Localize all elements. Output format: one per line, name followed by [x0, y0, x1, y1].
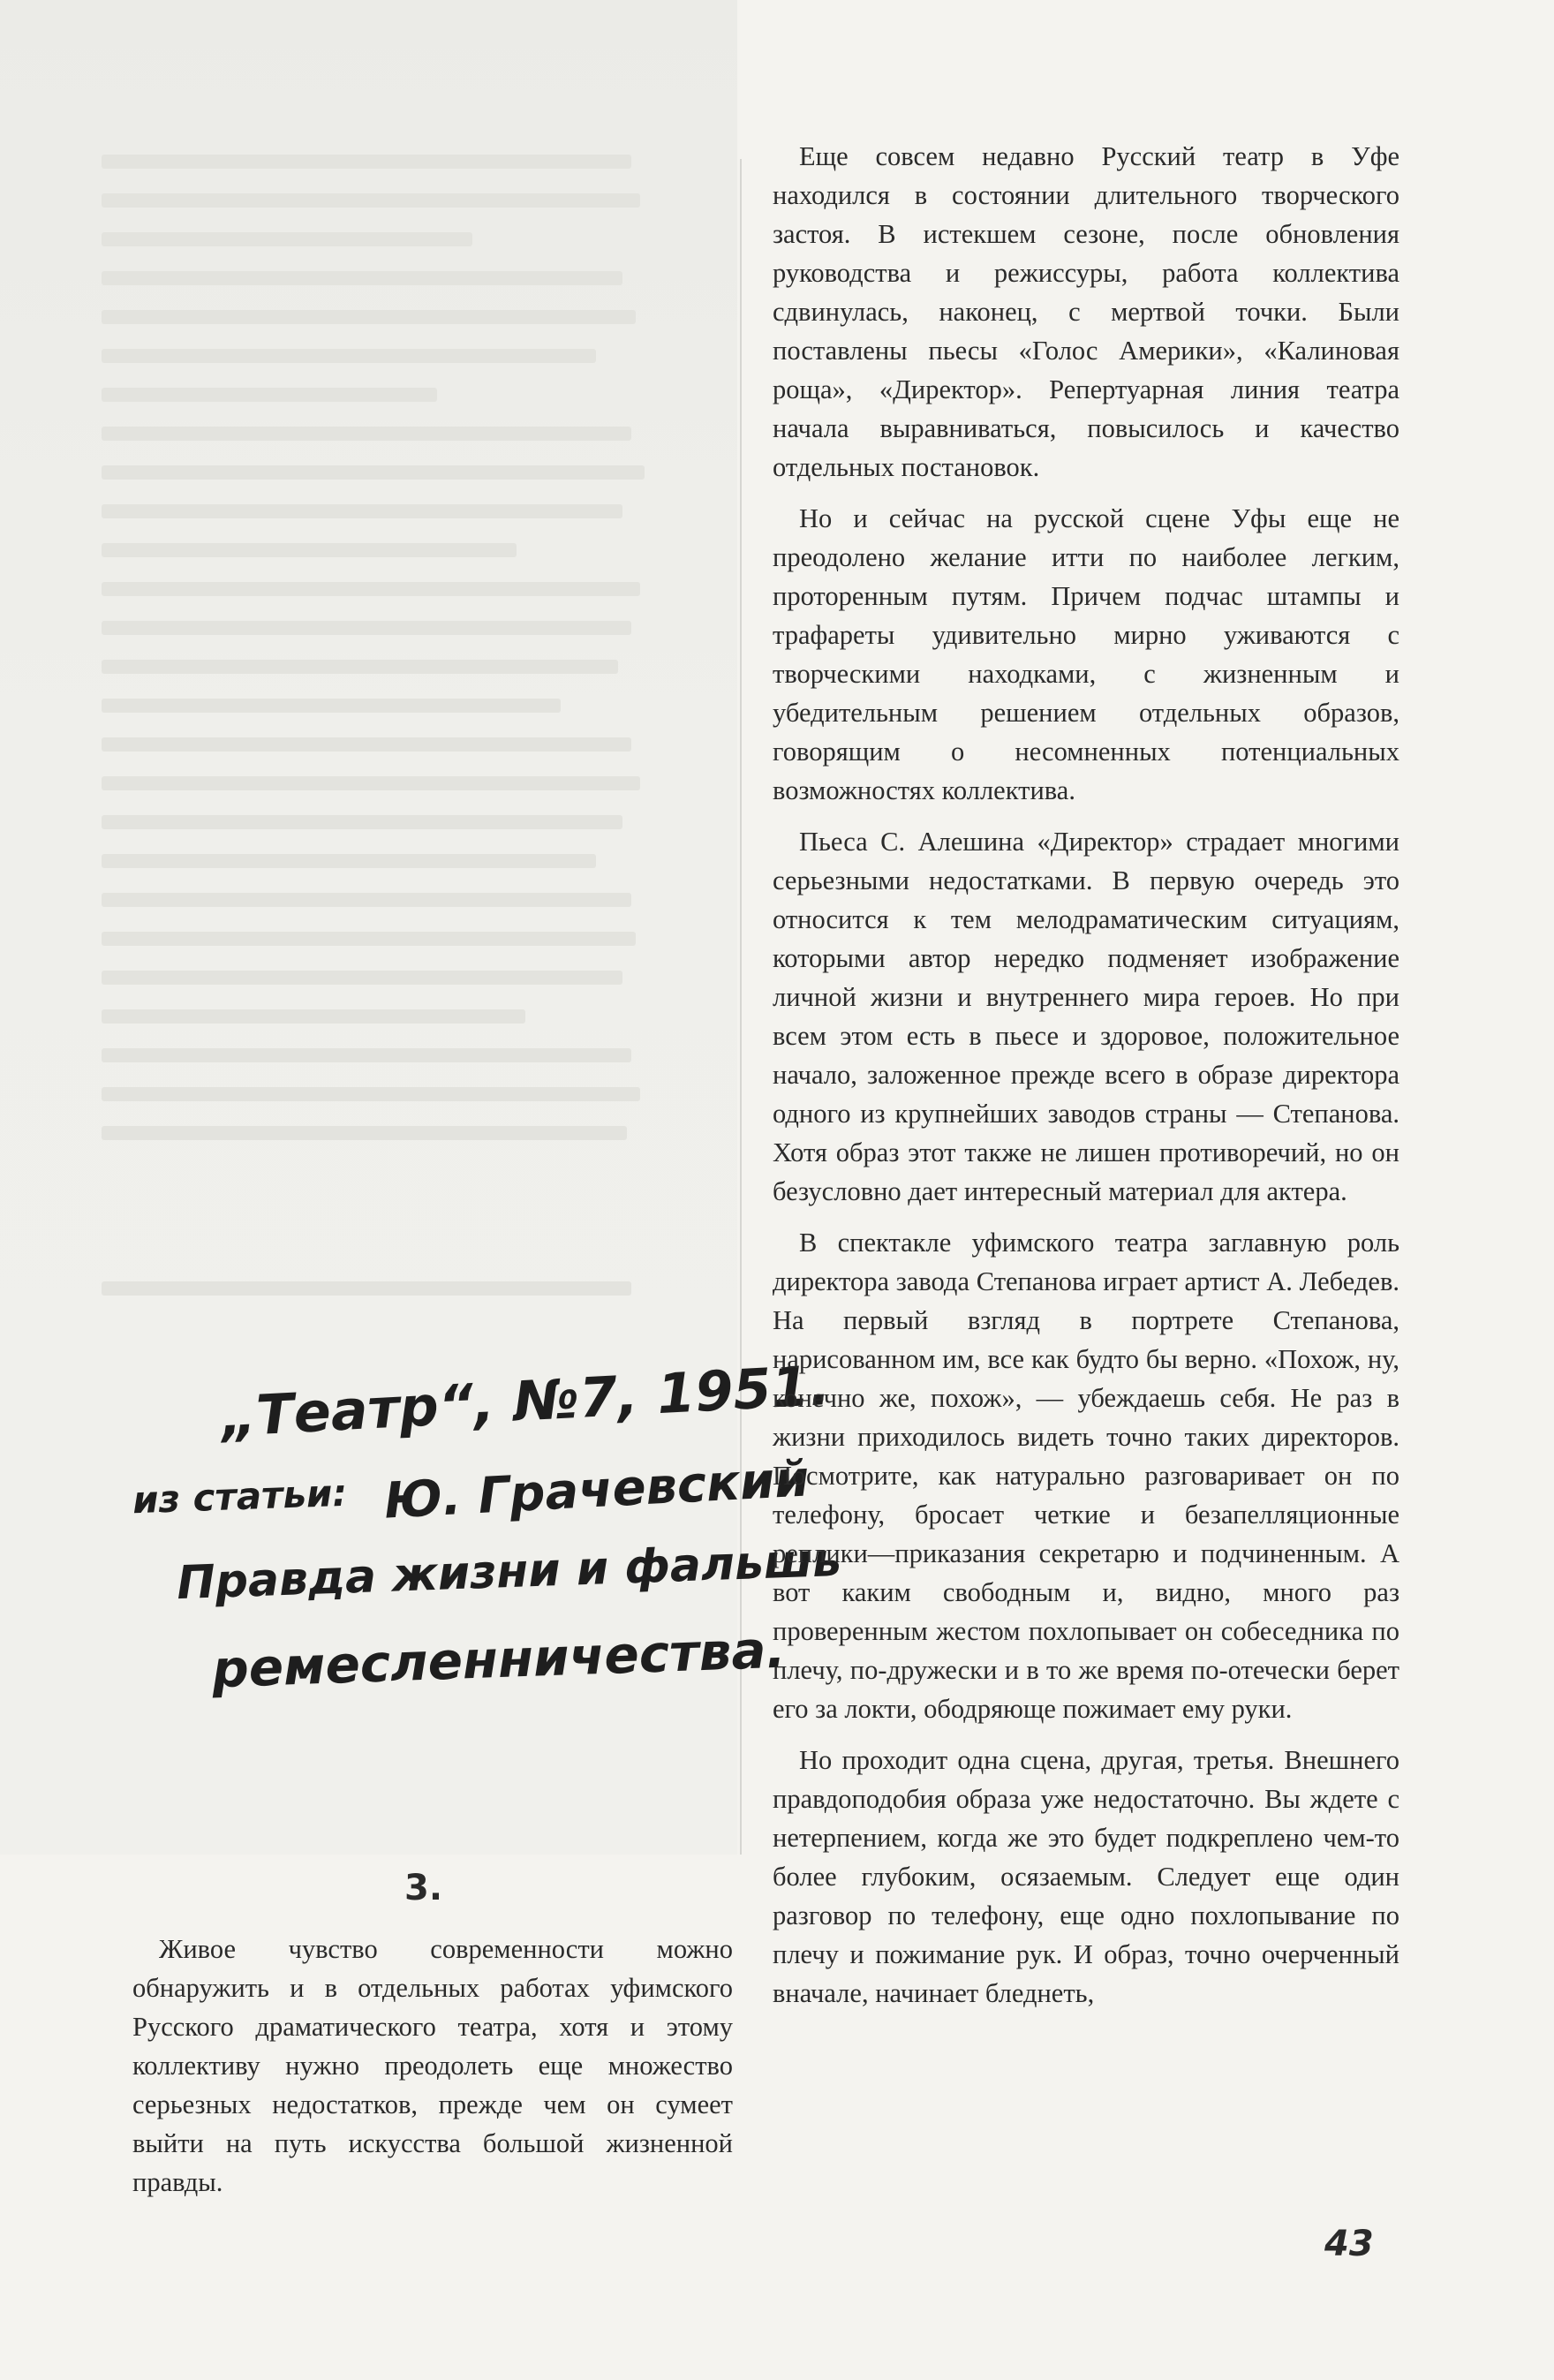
right-paragraph-3: Пьеса С. Алешина «Директор» страдает многими серьезными недостатками. В первую очередь это относится к тем мелодраматическим ситуациям, которыми автор нередко подменяет изображение личной жизни и внутреннего мира героев. Но при всем этом есть в пьесе и здоровое, положительное начало, заложенное прежде всего в образе директора одного из крупнейших заводов страны — Степанова. Хотя образ этот также не лишен противоречий, но он безусловно дает интересный материал для актера. — [773, 827, 1399, 1206]
handwritten-from-label: из статьи: — [132, 1470, 348, 1522]
right-paragraph-5: Но проходит одна сцена, другая, третья. Внешнего правдоподобия образа уже недостаточно. Вы ждете с нетерпением, когда же это будет подкреплено чем-то более глубоким, осязаемым. Следует еще один разговор по телефону, еще одно похлопывание по плечу и пожимание рук. И образ, точно очерченный вначале, начинает бледнеть, — [773, 1745, 1399, 2008]
faded-text-line — [102, 504, 622, 518]
faded-text-line — [102, 349, 596, 363]
faded-text-line — [102, 737, 631, 752]
faded-text-line — [102, 310, 636, 324]
faded-text-line — [102, 1009, 525, 1024]
faded-text-line — [102, 427, 631, 441]
faded-text-line — [102, 854, 596, 868]
faded-text-line — [102, 155, 631, 169]
faded-text-line — [102, 388, 437, 402]
page-number: 43 — [1324, 2224, 1374, 2264]
faded-text-line — [102, 193, 640, 208]
faded-text-line — [102, 1126, 627, 1140]
handwritten-title-line1: Правда жизни и фальшь — [176, 1533, 842, 1611]
faded-text-line — [102, 699, 561, 713]
handwritten-title-line2: ремесленничества. — [211, 1619, 787, 1700]
faded-text-line — [102, 582, 640, 596]
faded-text-line — [102, 232, 472, 246]
left-paragraph: Живое чувство современности можно обнаружить и в отдельных работах уфимского Русского драматического театра, хотя и этому коллективу нужно преодолеть еще множество серьезных недостатков, прежде чем он сумеет выйти на путь искусства большой жизненной правды. — [132, 1934, 733, 2197]
faded-text-line — [102, 271, 622, 285]
right-column — [773, 137, 1399, 2025]
faded-text-line — [102, 893, 631, 907]
faded-text-line — [102, 971, 622, 985]
faded-text-line — [102, 1048, 631, 1062]
column-divider — [740, 159, 742, 1855]
faded-text-line — [102, 543, 517, 557]
handwritten-author: Ю. Грачевский — [382, 1450, 811, 1530]
faded-text-line — [102, 621, 631, 635]
left-column — [132, 1930, 733, 2202]
faded-text-line — [102, 815, 622, 829]
faded-text-line — [102, 1281, 631, 1296]
faded-text-line — [102, 932, 636, 946]
right-paragraph-2: Но и сейчас на русской сцене Уфы еще не преодолено желание итти по наиболее легким, проторенным путям. Причем подчас штампы и трафареты удивительно мирно уживаются с творческими находками, с жизненным и убедительным решением отдельных образов, говорящим о несомненных потенциальных возможностях коллектива. — [773, 503, 1399, 805]
faded-text-line — [102, 1087, 640, 1101]
faded-text-line — [102, 776, 640, 790]
section-number: 3. — [404, 1868, 443, 1908]
handwritten-source: „Театр“, №7, 1951. — [219, 1352, 832, 1450]
right-paragraph-1: Еще совсем недавно Русский театр в Уфе находился в состоянии длительного творческого застоя. В истекшем сезоне, после обновления руководства и режиссуры, работа коллектива сдвинулась, наконец, с мертвой точки. Были поставлены пьесы «Голос Америки», «Калиновая роща», «Директор». Репертуарная линия театра начала выравниваться, повысилось и качество отдельных постановок. — [773, 141, 1399, 482]
right-paragraph-4: В спектакле уфимского театра заглавную роль директора завода Степанова играет артист А. Лебедев. На первый взгляд в портрете Степанова, нарисованном им, все как будто бы верно. «Похож, ну, конечно же, похож», — убеждаешь себя. Не раз в жизни приходилось видеть точно таких директоров. Посмотрите, как натурально разговаривает он по телефону, бросает четкие и безапелляционные реплики—приказания секретарю и подчиненным. А вот каким свободным и, видно, много раз проверенным жестом похлопывает он собеседника по плечу, по-дружески и в то же время по-отечески берет его за локти, ободряюще пожимает ему руки. — [773, 1228, 1399, 1724]
faded-text-line — [102, 465, 645, 480]
faded-text-line — [102, 660, 618, 674]
